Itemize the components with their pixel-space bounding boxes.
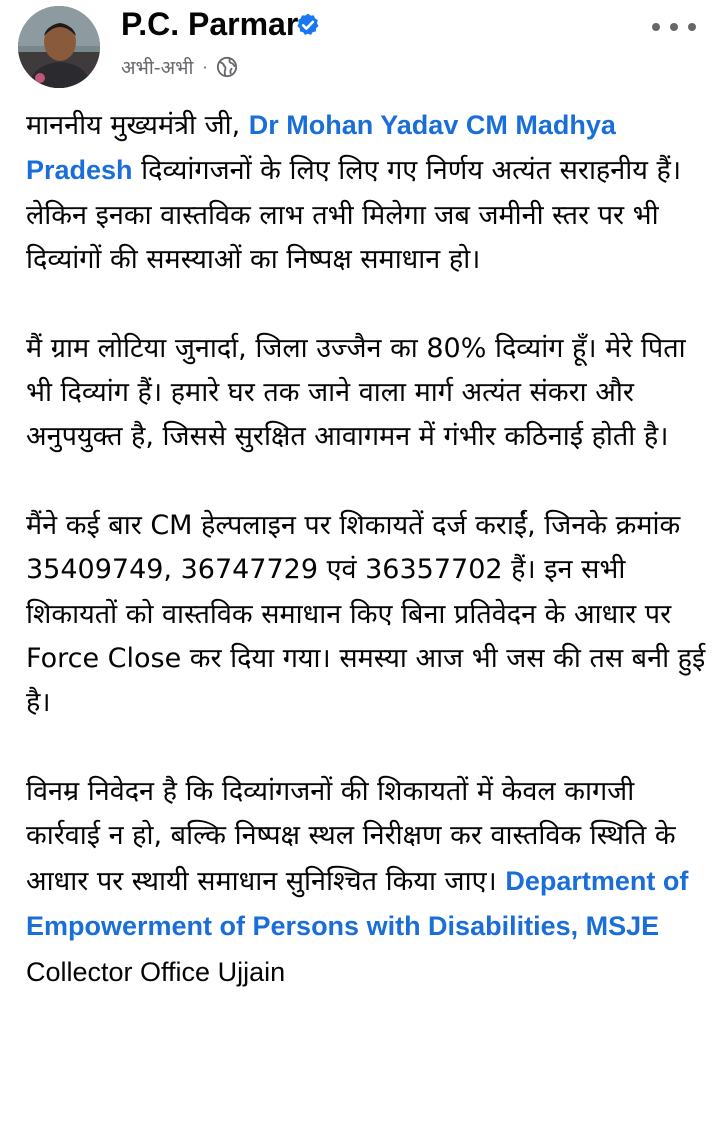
- verified-badge-icon: [295, 12, 321, 38]
- post-paragraph-3: [26, 504, 706, 726]
- mention-link-department[interactable]: Department of Empowerment of Persons with Disabilities, MSJE: [26, 865, 689, 942]
- paragraph-text: Collector Office Ujjain: [26, 956, 286, 987]
- avatar-photo: [18, 6, 100, 88]
- paragraph-text: मैं ग्राम लोटिया जुनार्दा, जिला उज्जैन का 80% दिव्यांग हूँ। मेरे पिता भी दिव्यांग हैं। हमारे घर तक जाने वाला मार्ग अत्यंत संकरा और अनुपयुक्त है, जिससे सुरक्षित आवागमन में गंभीर कठिनाई होती है।: [26, 332, 686, 453]
- more-dot: [688, 23, 696, 31]
- post-time[interactable]: अभी-अभी: [121, 57, 194, 79]
- paragraph-text: माननीय मुख्यमंत्री जी,: [26, 110, 249, 141]
- post-meta: [121, 52, 238, 82]
- mention-link-cm[interactable]: Dr Mohan Yadav CM Madhya Pradesh: [26, 110, 616, 186]
- author-name[interactable]: P.C. Parmar: [121, 6, 299, 42]
- post-header: [0, 0, 720, 96]
- author-avatar[interactable]: [18, 6, 100, 88]
- paragraph-text: दिव्यांगजनों के लिए लिए गए निर्णय अत्यंत सराहनीय हैं। लेकिन इनका वास्तविक लाभ तभी मिलेगा जब जमीनी स्तर पर भी दिव्यांगों की समस्याओं का निष्पक्ष समाधान हो।: [26, 155, 682, 276]
- post-body: [26, 103, 706, 995]
- post-paragraph-1: [26, 103, 706, 283]
- post-paragraph-2: [26, 327, 706, 460]
- more-dot: [670, 23, 678, 31]
- globe-icon[interactable]: [216, 56, 238, 78]
- paragraph-text: विनम्र निवेदन है कि दिव्यांगजनों की शिकायतों में केवल कागजी कार्रवाई न हो, बल्कि निष्पक्ष स्थल निरीक्षण कर वास्तविक स्थिति के आधार पर स्थायी समाधान सुनिश्चित किया जाए।: [26, 775, 676, 897]
- more-options-icon[interactable]: [652, 12, 696, 42]
- more-dot: [652, 23, 660, 31]
- meta-separator: ·: [202, 57, 208, 77]
- paragraph-text: मैंने कई बार CM हेल्पलाइन पर शिकायतें दर्ज कराईं, जिनके क्रमांक 35409749, 36747729 एवं 36357702 हैं। इन सभी शिकायतों को वास्तविक समाधान किए बिना प्रतिवेदन के आधार पर Force Close कर दिया गया। समस्या आज भी जस की तस बनी हुई है।: [26, 509, 706, 719]
- post-paragraph-4: [26, 770, 706, 995]
